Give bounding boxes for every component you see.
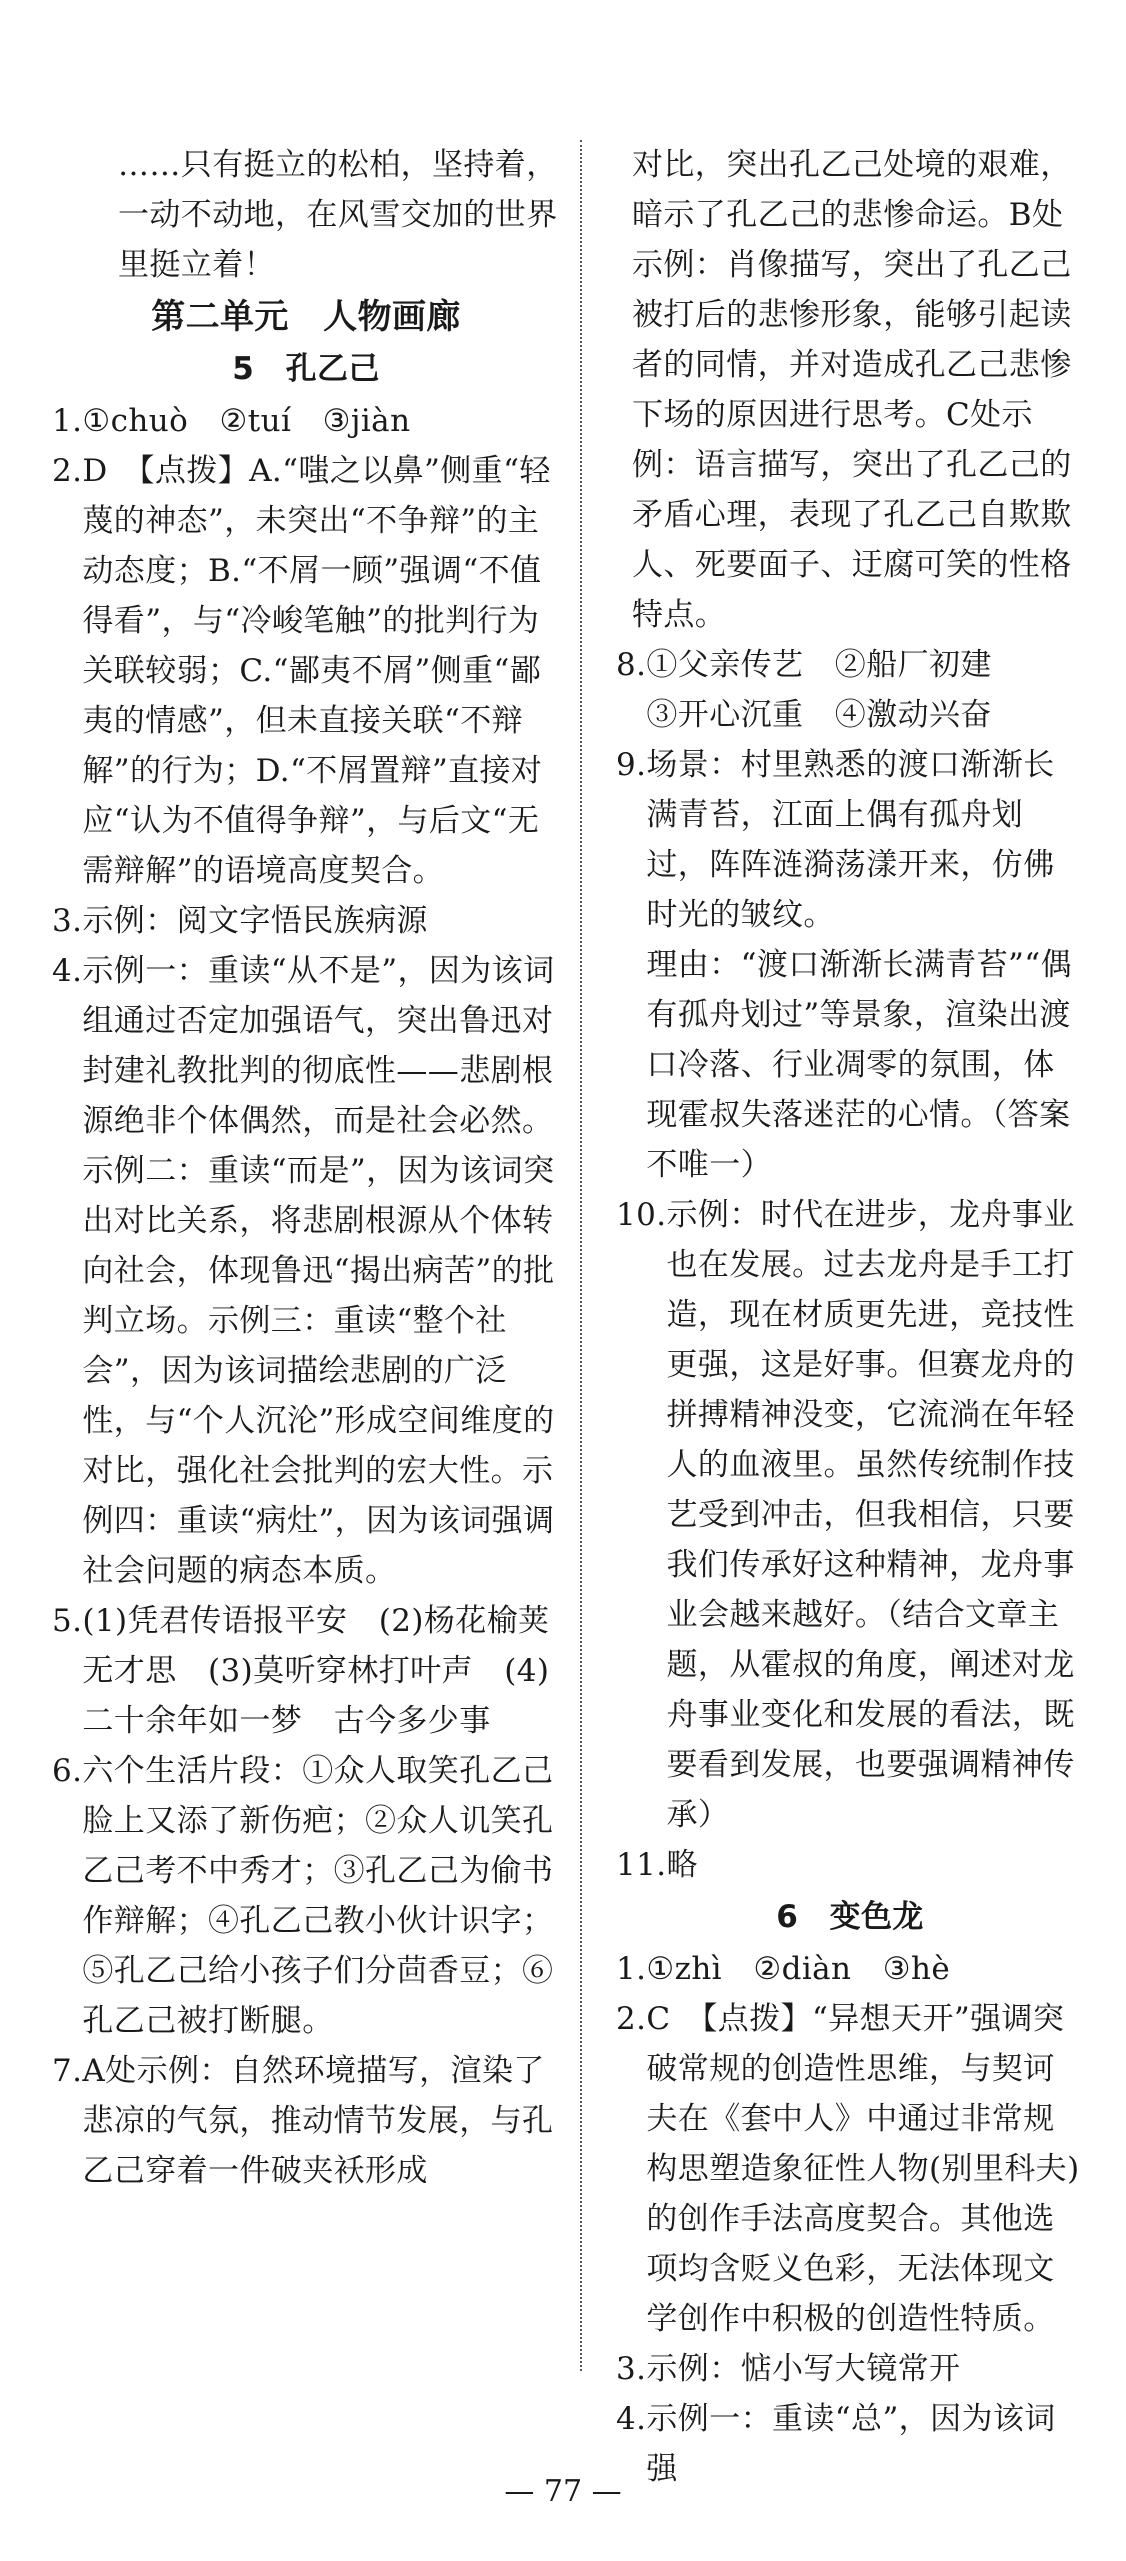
- answer-number: 1.: [52, 403, 83, 439]
- answer-text: 示例一：重读“总”，因为该词强: [646, 2401, 1056, 2487]
- answer-text: 示例：阅文字悟民族病源: [82, 903, 428, 939]
- intro-quote: ……只有挺立的松柏，坚持着，一动不动地，在风雪交加的世界里挺立着！: [118, 147, 558, 283]
- answer-5-2: [52, 446, 560, 896]
- answer-text: 场景：村里熟悉的渡口渐渐长满青苔，江面上偶有孤舟划过，阵阵涟漪荡漾开来，仿佛时光的皱纹。: [646, 747, 1055, 933]
- left-column: [52, 140, 560, 2401]
- answer-text: 示例：惦小写大镜常开: [646, 2351, 961, 2387]
- answer-number: 3.: [616, 2351, 647, 2387]
- answer-5-3: [52, 896, 560, 946]
- lesson-5-title: 5 孔乙己: [232, 351, 380, 387]
- answer-6-3: [616, 2344, 1084, 2394]
- answer-5-10: [616, 1190, 1084, 1840]
- lesson-6-title: 6 变色龙: [776, 1899, 924, 1935]
- answer-text: 示例一：重读“从不是”，因为该词组通过否定加强语气，突出鲁迅对封建礼教批判的彻底性——悲剧根源绝非个体偶然，而是社会必然。示例二：重读“而是”，因为该词突出对比关系，将悲剧根源从个体转向社会，体现鲁迅“揭出病苦”的批判立场。示例三：重读“整个社会”，因为该词描绘悲剧的广泛性，与“个人沉沦”形成空间维度的对比，强化社会批判的宏大性。示例四：重读“病灶”，因为该词强调社会问题的病态本质。: [82, 953, 555, 1589]
- answer-text: A处示例：自然环境描写，渲染了悲凉的气氛，推动情节发展，与孔乙己穿着一件破夹袄形成: [82, 2053, 554, 2189]
- answer-text-line-1: ①父亲传艺 ②船厂初建: [646, 647, 992, 683]
- answer-text: ①chuò ②tuí ③jiàn: [82, 403, 411, 439]
- answer-text-line-2: ③开心沉重 ④激动兴奋: [646, 697, 992, 733]
- answer-text: D 【点拨】A.“嗤之以鼻”侧重“轻蔑的神态”，未突出“不争辩”的主动态度；B.“不屑一顾”强调“不值得看”，与“冷峻笔触”的批判行为关联较弱；C.“鄙夷不屑”侧重“鄙夷的情感”，但未直接关联“不辩解”的行为；D.“不屑置辩”直接对应“认为不值得争辩”，与后文“无需辩解”的语境高度契合。: [82, 453, 551, 889]
- answer-5-7: [52, 2046, 560, 2196]
- answer-text: 示例：时代在进步，龙舟事业也在发展。过去龙舟是手工打造，现在材质更先进，竞技性更强，这是好事。但赛龙舟的拼搏精神没变，它流淌在年轻人的血液里。虽然传统制作技艺受到冲击，但我相信，只要我们传承好这种精神，龙舟事业会越来越好。（结合文章主题，从霍叔的角度，阐述对龙舟事业变化和发展的看法，既要看到发展，也要强调精神传承）: [666, 1197, 1075, 1833]
- answer-number: 9.: [616, 747, 647, 783]
- answer-number: 7.: [52, 2053, 83, 2089]
- answer-number: 2.: [52, 453, 83, 489]
- answer-number: 1.: [616, 1951, 647, 1987]
- answer-text: 略: [666, 1847, 698, 1883]
- answer-5-6: [52, 1746, 560, 2046]
- answer-number: 4.: [52, 953, 83, 989]
- answer-number: 2.: [616, 2001, 647, 2037]
- answer-number: 11.: [616, 1847, 667, 1883]
- answer-number: 3.: [52, 903, 83, 939]
- right-column: [616, 140, 1084, 2487]
- answer-reason: 理由：“渡口渐渐长满青苔”“偶有孤舟划过”等景象，渲染出渡口冷落、行业凋零的氛围，体现霍叔失落迷茫的心情。（答案不唯一）: [646, 947, 1072, 1183]
- answer-text: C 【点拨】“异想天开”强调突破常规的创造性思维，与契诃夫在《套中人》中通过非常规构思塑造象征性人物(别里科夫)的创作手法高度契合。其他选项均含贬义色彩，无法体现文学创作中积极的创造性特质。: [646, 2001, 1080, 2337]
- answer-6-1: [616, 1944, 1084, 1994]
- answer-5-5: [52, 1596, 560, 1746]
- answer-number: 5.: [52, 1603, 83, 1639]
- answer-text: (1)凭君传语报平安 (2)杨花榆荚无才思 (3)莫听穿林打叶声 (4)二十余年如一梦 古今多少事: [82, 1603, 550, 1739]
- answer-5-1: [52, 396, 560, 446]
- answer-5-7-continued: 对比，突出孔乙己处境的艰难，暗示了孔乙己的悲惨命运。B处示例：肖像描写，突出了孔乙己被打后的悲惨形象，能够引起读者的同情，并对造成孔乙己悲惨下场的原因进行思考。C处示例：语言描写，突出了孔乙己的矛盾心理，表现了孔乙己自欺欺人、死要面子、迂腐可笑的性格特点。: [632, 147, 1072, 633]
- answer-5-4: [52, 946, 560, 1596]
- answer-number: 8.: [616, 647, 647, 683]
- column-divider: [580, 140, 582, 2371]
- answer-number: 6.: [52, 1753, 83, 1789]
- answer-5-9: [616, 740, 1084, 1190]
- answer-number: 10.: [616, 1197, 667, 1233]
- answer-body: [646, 740, 1084, 1190]
- answer-text: 六个生活片段：①众人取笑孔乙己脸上又添了新伤疤；②众人讥笑孔乙己考不中秀才；③孔乙己为偷书作辩解；④孔乙己教小伙计识字；⑤孔乙己给小孩子们分茴香豆；⑥孔乙己被打断腿。: [82, 1753, 554, 2039]
- answer-text: ①zhì ②diàn ③hè: [646, 1951, 951, 1987]
- answer-body: [646, 640, 1084, 740]
- answer-5-8: [616, 640, 1084, 740]
- page-number: — 77 —: [504, 2474, 622, 2509]
- answer-5-11: [616, 1840, 1084, 1890]
- answer-number: 4.: [616, 2401, 647, 2437]
- unit-title: 第二单元 人物画廊: [151, 297, 461, 337]
- answer-6-2: [616, 1994, 1084, 2344]
